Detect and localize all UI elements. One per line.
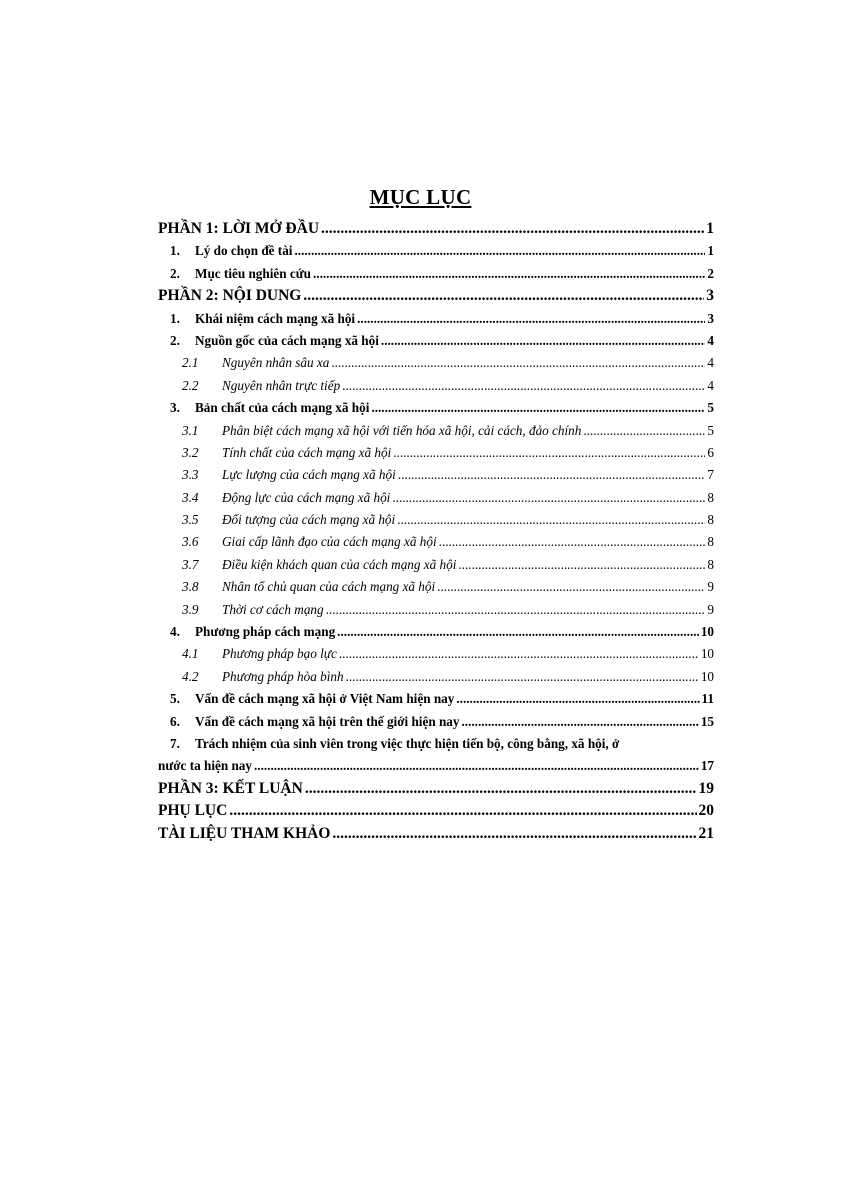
toc-title: MỤC LỤC (369, 185, 472, 209)
toc-page-number: 10 (700, 646, 714, 662)
toc-leader-dots (313, 263, 705, 285)
toc-page-number: 3 (706, 287, 714, 305)
toc-entry-text: Nguyên nhân sâu xa (222, 355, 330, 371)
toc-leader-dots (437, 576, 705, 598)
toc-entry-text: Khái niệm cách mạng xã hội (195, 310, 356, 326)
toc-entry-number: 4. (170, 624, 180, 640)
toc-entry-text: Nguyên nhân trực tiếp (222, 377, 341, 393)
toc-page-number: 8 (707, 489, 714, 505)
toc-entry[interactable] (158, 375, 714, 397)
toc-entry[interactable] (158, 420, 714, 442)
toc-entry[interactable] (158, 442, 714, 464)
toc-leader-dots (342, 375, 705, 397)
toc-entry[interactable] (158, 733, 714, 755)
toc-entry[interactable] (158, 487, 714, 509)
toc-entry-number: 3.8 (182, 579, 199, 595)
toc-entry-number: 3.1 (182, 422, 199, 438)
toc-page-number: 1 (707, 243, 714, 259)
toc-entry-number: 7. (170, 735, 180, 751)
toc-page-number: 5 (707, 422, 714, 438)
toc-leader-dots (456, 688, 699, 710)
toc-entry-text: PHẦN 3: KẾT LUẬN (158, 779, 303, 797)
toc-entry-number: 3.9 (182, 601, 199, 617)
toc-entry-text: Bản chất của cách mạng xã hội (195, 400, 370, 416)
toc-leader-dots (339, 643, 699, 665)
toc-page-number: 6 (707, 444, 714, 460)
toc-entry-number: 4.2 (182, 668, 199, 684)
toc-entry-number: 3. (170, 400, 180, 416)
toc-page-number: 2 (707, 265, 714, 281)
toc-entry[interactable] (158, 800, 714, 822)
toc-entry-text: Thời cơ cách mạng (222, 601, 324, 617)
toc-entry[interactable] (158, 531, 714, 553)
toc-entry-number: 3.5 (182, 512, 199, 528)
toc-entry[interactable] (158, 263, 714, 285)
toc-page-number: 17 (700, 758, 714, 774)
toc-leader-dots (332, 823, 696, 845)
toc-leader-dots (346, 666, 699, 688)
toc-leader-dots (331, 352, 705, 374)
toc-entry-number: 2.2 (182, 377, 199, 393)
toc-leader-dots (397, 509, 705, 531)
toc-entry-text: Nguồn gốc của cách mạng xã hội (195, 332, 379, 348)
toc-entry-text: PHẦN 1: LỜI MỞ ĐẦU (158, 220, 320, 237)
toc-page-number: 15 (700, 713, 714, 729)
toc-leader-dots (294, 240, 705, 262)
toc-leader-dots (321, 218, 704, 240)
toc-page-number: 9 (707, 601, 714, 617)
toc-entry-number: 5. (170, 691, 180, 707)
toc-leader-dots (305, 778, 697, 800)
toc-leader-dots (357, 308, 705, 330)
toc-page-number: 7 (707, 467, 714, 483)
toc-leader-dots (254, 755, 699, 777)
toc-entry-number: 4.1 (182, 646, 199, 662)
toc-entry-number: 2. (170, 332, 180, 348)
toc-entry-number: 3.3 (182, 467, 199, 483)
toc-page-number: 4 (707, 377, 714, 393)
toc-entry-text: Mục tiêu nghiên cứu (195, 265, 311, 281)
toc-leader-dots (392, 487, 705, 509)
toc-entry-number: 1. (170, 243, 180, 259)
toc-page-number: 5 (707, 400, 714, 416)
toc-entry-number: 3.2 (182, 444, 199, 460)
toc-entry-number: 2. (170, 265, 180, 281)
toc-entry-text: Điều kiện khách quan của cách mạng xã hội (222, 556, 457, 572)
toc-page-number: 8 (707, 534, 714, 550)
toc-entry[interactable] (158, 554, 714, 576)
toc-entry[interactable] (158, 308, 714, 330)
toc-entry[interactable] (158, 823, 714, 845)
toc-entry[interactable] (158, 509, 714, 531)
toc-entry-text: Phương pháp cách mạng (195, 624, 336, 640)
toc-entry-number: 3.7 (182, 556, 199, 572)
toc-entry-text: Phương pháp hòa bình (222, 668, 344, 684)
toc-entry[interactable] (158, 397, 714, 419)
toc-entry-text: Động lực của cách mạng xã hội (222, 489, 391, 505)
toc-leader-dots (337, 621, 699, 643)
toc-entry[interactable] (158, 285, 714, 307)
toc-entry[interactable] (158, 576, 714, 598)
toc-entry-text: Trách nhiệm của sinh viên trong việc thực hiện tiến bộ, công bằng, xã hội, ở (195, 735, 620, 751)
toc-entry[interactable] (158, 464, 714, 486)
toc-entry-text: Giai cấp lãnh đạo của cách mạng xã hội (222, 534, 437, 550)
toc-entry-number: 3.4 (182, 489, 199, 505)
toc-entry-number: 6. (170, 713, 180, 729)
toc-entry-text: Tính chất của cách mạng xã hội (222, 444, 392, 460)
toc-page-number: 8 (707, 556, 714, 572)
toc-leader-dots (229, 800, 696, 822)
toc-entry[interactable] (158, 218, 714, 240)
toc-entry[interactable] (158, 666, 714, 688)
toc-page-number: 11 (701, 691, 714, 707)
toc-page-number: 1 (706, 220, 714, 237)
toc-page-number: 4 (707, 355, 714, 371)
toc-leader-dots (458, 554, 705, 576)
toc-page-number: 3 (707, 310, 714, 326)
toc-page-number: 4 (707, 332, 714, 348)
toc-entry-text: Phân biệt cách mạng xã hội với tiến hóa xã hội, cải cách, đảo chính (222, 422, 582, 438)
toc-entry[interactable] (158, 778, 714, 800)
toc-leader-dots (326, 599, 706, 621)
toc-entry-text: Vấn đề cách mạng xã hội trên thế giới hiện nay (195, 713, 460, 729)
toc-page-number: 9 (707, 579, 714, 595)
toc-entry[interactable] (158, 599, 714, 621)
toc-entry[interactable] (158, 621, 714, 643)
toc-entry-text: PHỤ LỤC (158, 802, 228, 820)
toc-entry-text: Lý do chọn đề tài (195, 243, 293, 259)
toc-entry-text: Nhân tố chủ quan của cách mạng xã hội (222, 579, 436, 595)
toc-page-number: 8 (707, 512, 714, 528)
toc-page-number: 20 (698, 802, 714, 820)
toc-entry[interactable] (158, 711, 714, 733)
toc-leader-dots (461, 711, 698, 733)
toc-page-number: 10 (700, 624, 714, 640)
toc-leader-dots (393, 442, 705, 464)
toc-leader-dots (583, 420, 705, 442)
toc-entry[interactable] (158, 643, 714, 665)
toc-entry-number: 2.1 (182, 355, 199, 371)
toc-leader-dots (398, 464, 706, 486)
toc-entry[interactable] (158, 688, 714, 710)
toc-entry-text: Đối tượng của cách mạng xã hội (222, 512, 396, 528)
toc-entry-text: Vấn đề cách mạng xã hội ở Việt Nam hiện nay (195, 691, 455, 707)
toc-page-number: 19 (698, 779, 714, 797)
toc-page-number: 21 (698, 824, 714, 842)
toc-leader-dots (381, 330, 706, 352)
toc-page-number: 10 (700, 668, 714, 684)
toc-entry-text: Phương pháp bạo lực (222, 646, 337, 662)
toc-entry[interactable] (158, 330, 714, 352)
toc-entry-text: PHẦN 2: NỘI DUNG (158, 287, 302, 305)
toc-leader-dots (371, 397, 705, 419)
toc-entry-number: 1. (170, 310, 180, 326)
toc-entry[interactable] (158, 240, 714, 262)
table-of-contents (158, 218, 714, 845)
toc-leader-dots (439, 531, 706, 553)
toc-entry-continuation[interactable] (158, 755, 714, 777)
toc-entry-text: Lực lượng của cách mạng xã hội (222, 467, 396, 483)
toc-entry-number: 3.6 (182, 534, 199, 550)
toc-leader-dots (303, 285, 704, 307)
toc-entry-text: TÀI LIỆU THAM KHẢO (158, 824, 331, 842)
toc-entry-text: nước ta hiện nay (158, 758, 252, 774)
toc-entry[interactable] (158, 352, 714, 374)
